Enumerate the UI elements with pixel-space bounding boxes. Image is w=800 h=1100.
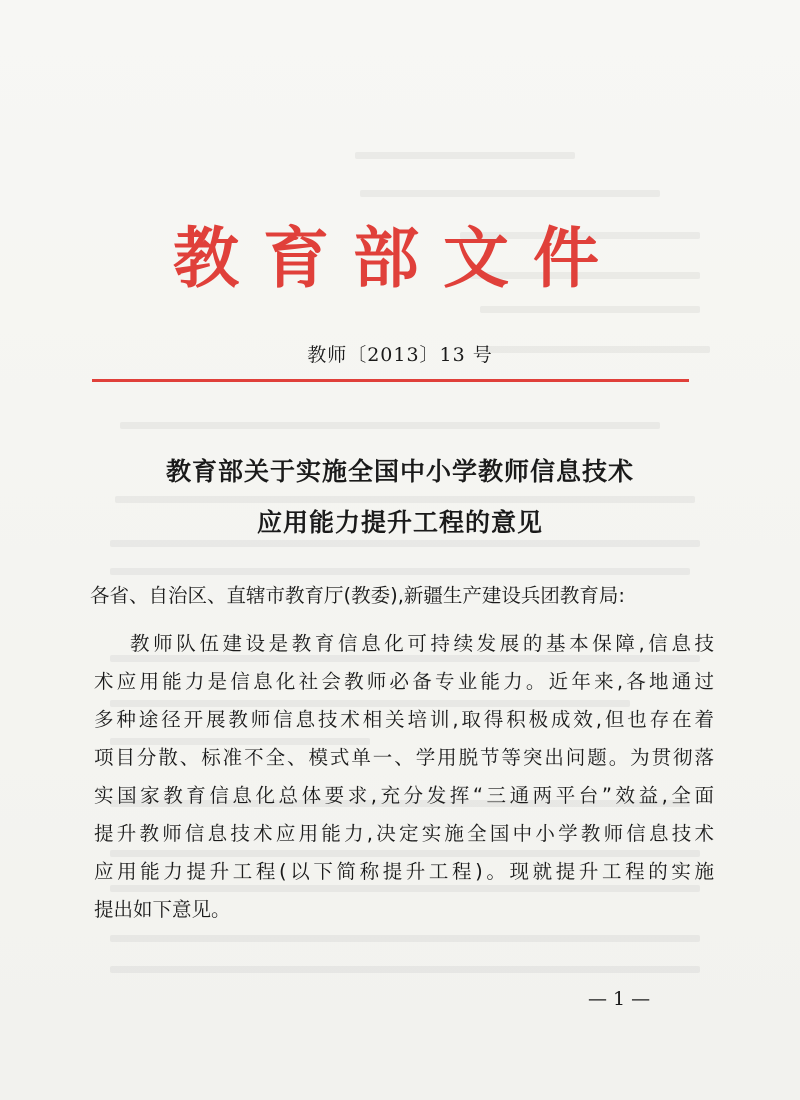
body-line-5: 实国家教育信息化总体要求,充分发挥“三通两平台”效益,全面	[94, 784, 714, 807]
document-number: 教师〔2013〕13 号	[307, 344, 493, 366]
salutation: 各省、自治区、直辖市教育厅(教委),新疆生产建设兵团教育局:	[90, 584, 625, 607]
document-title-line-1: 教育部关于实施全国中小学教师信息技术	[165, 457, 634, 486]
document-title-line-2: 应用能力提升工程的意见	[256, 508, 543, 537]
body-line-1: 教师队伍建设是教育信息化可持续发展的基本保障,信息技	[130, 632, 714, 655]
body-line-6: 提升教师信息技术应用能力,决定实施全国中小学教师信息技术	[94, 822, 714, 845]
body-line-3: 多种途径开展教师信息技术相关培训,取得积极成效,但也存在着	[94, 708, 714, 731]
page-number: — 1 —	[588, 988, 651, 1010]
body-line-2: 术应用能力是信息化社会教师必备专业能力。近年来,各地通过	[94, 670, 714, 693]
body-line-4: 项目分散、标准不全、模式单一、学用脱节等突出问题。为贯彻落	[94, 746, 714, 769]
issuer-title: 教育部文件	[173, 219, 623, 297]
body-line-7: 应用能力提升工程(以下简称提升工程)。现就提升工程的实施	[94, 860, 714, 883]
body-line-8: 提出如下意见。	[94, 898, 231, 921]
red-divider-rule	[92, 379, 689, 382]
